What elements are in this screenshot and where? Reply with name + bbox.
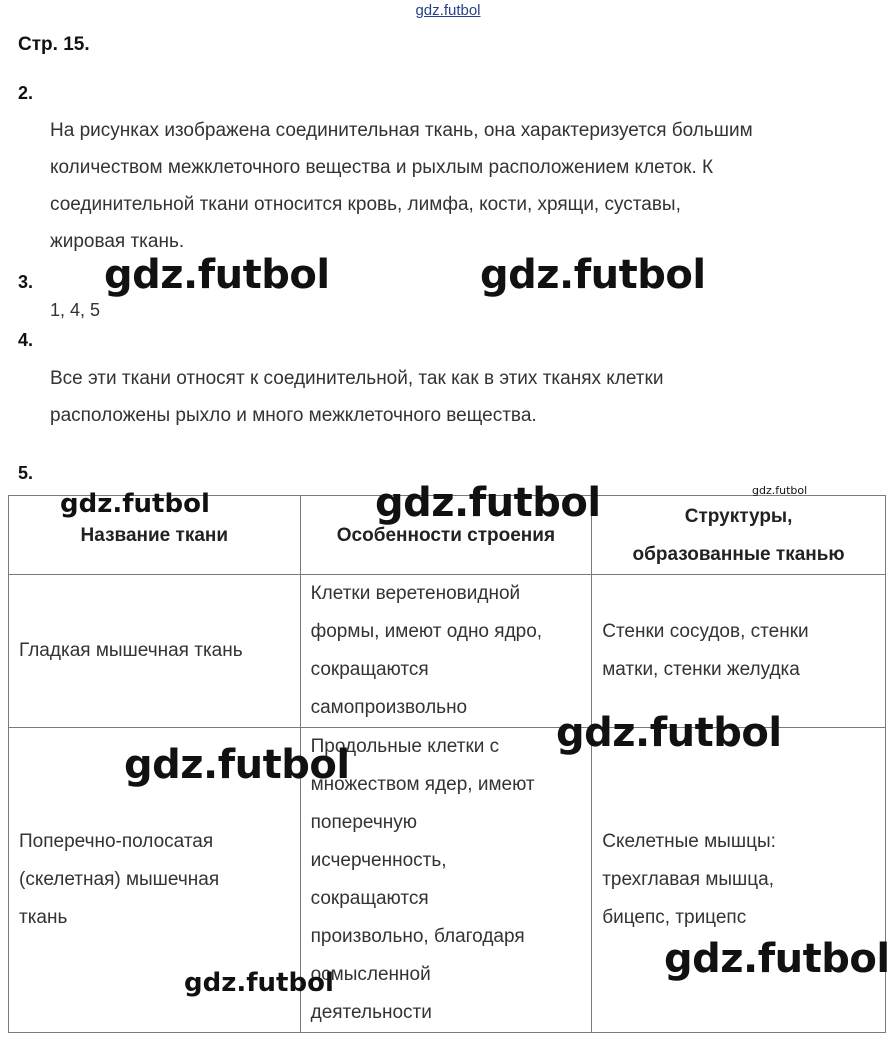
header-formed-structures-line: Структуры,: [684, 506, 793, 527]
watermark: gdz.futbol: [184, 968, 334, 998]
task-2-line: жировая ткань.: [50, 231, 185, 252]
table-row: [9, 575, 886, 728]
cell-line: Поперечно-полосатая: [19, 831, 214, 852]
task-4-line: Все эти ткани относят к соединительной, так как в этих тканях клетки: [50, 368, 664, 389]
cell-features: [300, 575, 592, 728]
cell-line: Скелетные мышцы:: [602, 831, 776, 852]
cell-line: (скелетная) мышечная: [19, 869, 220, 890]
watermark: gdz.futbol: [556, 710, 782, 756]
header-formed-structures: [592, 496, 886, 575]
watermark: gdz.futbol: [752, 484, 808, 497]
cell-line: бицепс, трицепс: [602, 907, 747, 928]
cell-line: произвольно, благодаря: [310, 926, 525, 947]
cell-line: матки, стенки желудка: [602, 659, 800, 680]
header-structure-features: Особенности строения: [300, 496, 592, 575]
cell-line: множеством ядер, имеют: [310, 774, 535, 795]
watermark: gdz.futbol: [104, 252, 330, 298]
watermark-top: gdz.futbol: [415, 2, 481, 19]
cell-line: сокращаются: [310, 888, 429, 909]
page-title: Стр. 15.: [18, 34, 90, 55]
task-5-number: 5.: [18, 463, 34, 483]
cell-line: сокращаются: [310, 659, 429, 680]
task-4-line: расположены рыхло и много межклеточного вещества.: [50, 405, 537, 426]
cell-line: осмысленной: [310, 964, 431, 985]
watermark: gdz.futbol: [375, 480, 601, 526]
watermark: gdz.futbol: [124, 742, 350, 788]
task-2-line: На рисунках изображена соединительная ткань, она характеризуется большим: [50, 120, 753, 141]
task-3-answer: 1, 4, 5: [50, 300, 101, 320]
task-2-line: соединительной ткани относится кровь, лимфа, кости, хрящи, суставы,: [50, 194, 681, 215]
watermark: gdz.futbol: [664, 936, 890, 982]
watermark: gdz.futbol: [60, 489, 210, 519]
task-2-text: [50, 112, 850, 260]
cell-line: самопроизвольно: [310, 697, 468, 718]
watermark: gdz.futbol: [480, 252, 706, 298]
cell-tissue-name: [9, 575, 301, 728]
task-2-number: 2.: [18, 83, 34, 103]
cell-line: Гладкая мышечная ткань: [19, 640, 243, 661]
cell-line: поперечную: [310, 812, 417, 833]
cell-line: Стенки сосудов, стенки: [602, 621, 809, 642]
header-tissue-name: Название ткани: [9, 496, 301, 575]
cell-line: трехглавая мышца,: [602, 869, 775, 890]
cell-line: исчерченность,: [310, 850, 447, 871]
task-3-number: 3.: [18, 272, 34, 292]
cell-structures: [592, 728, 886, 1033]
task-4-number: 4.: [18, 330, 34, 350]
task-4-text: [50, 360, 850, 434]
cell-structures: [592, 575, 886, 728]
cell-line: формы, имеют одно ядро,: [310, 621, 543, 642]
header-formed-structures-line: образованные тканью: [632, 544, 845, 565]
cell-line: ткань: [19, 907, 68, 928]
cell-line: Продольные клетки с: [310, 736, 500, 757]
task-2-line: количеством межклеточного вещества и рыхлым расположением клеток. К: [50, 157, 714, 178]
cell-line: Клетки веретеновидной: [310, 583, 521, 604]
cell-line: деятельности: [310, 1002, 432, 1023]
